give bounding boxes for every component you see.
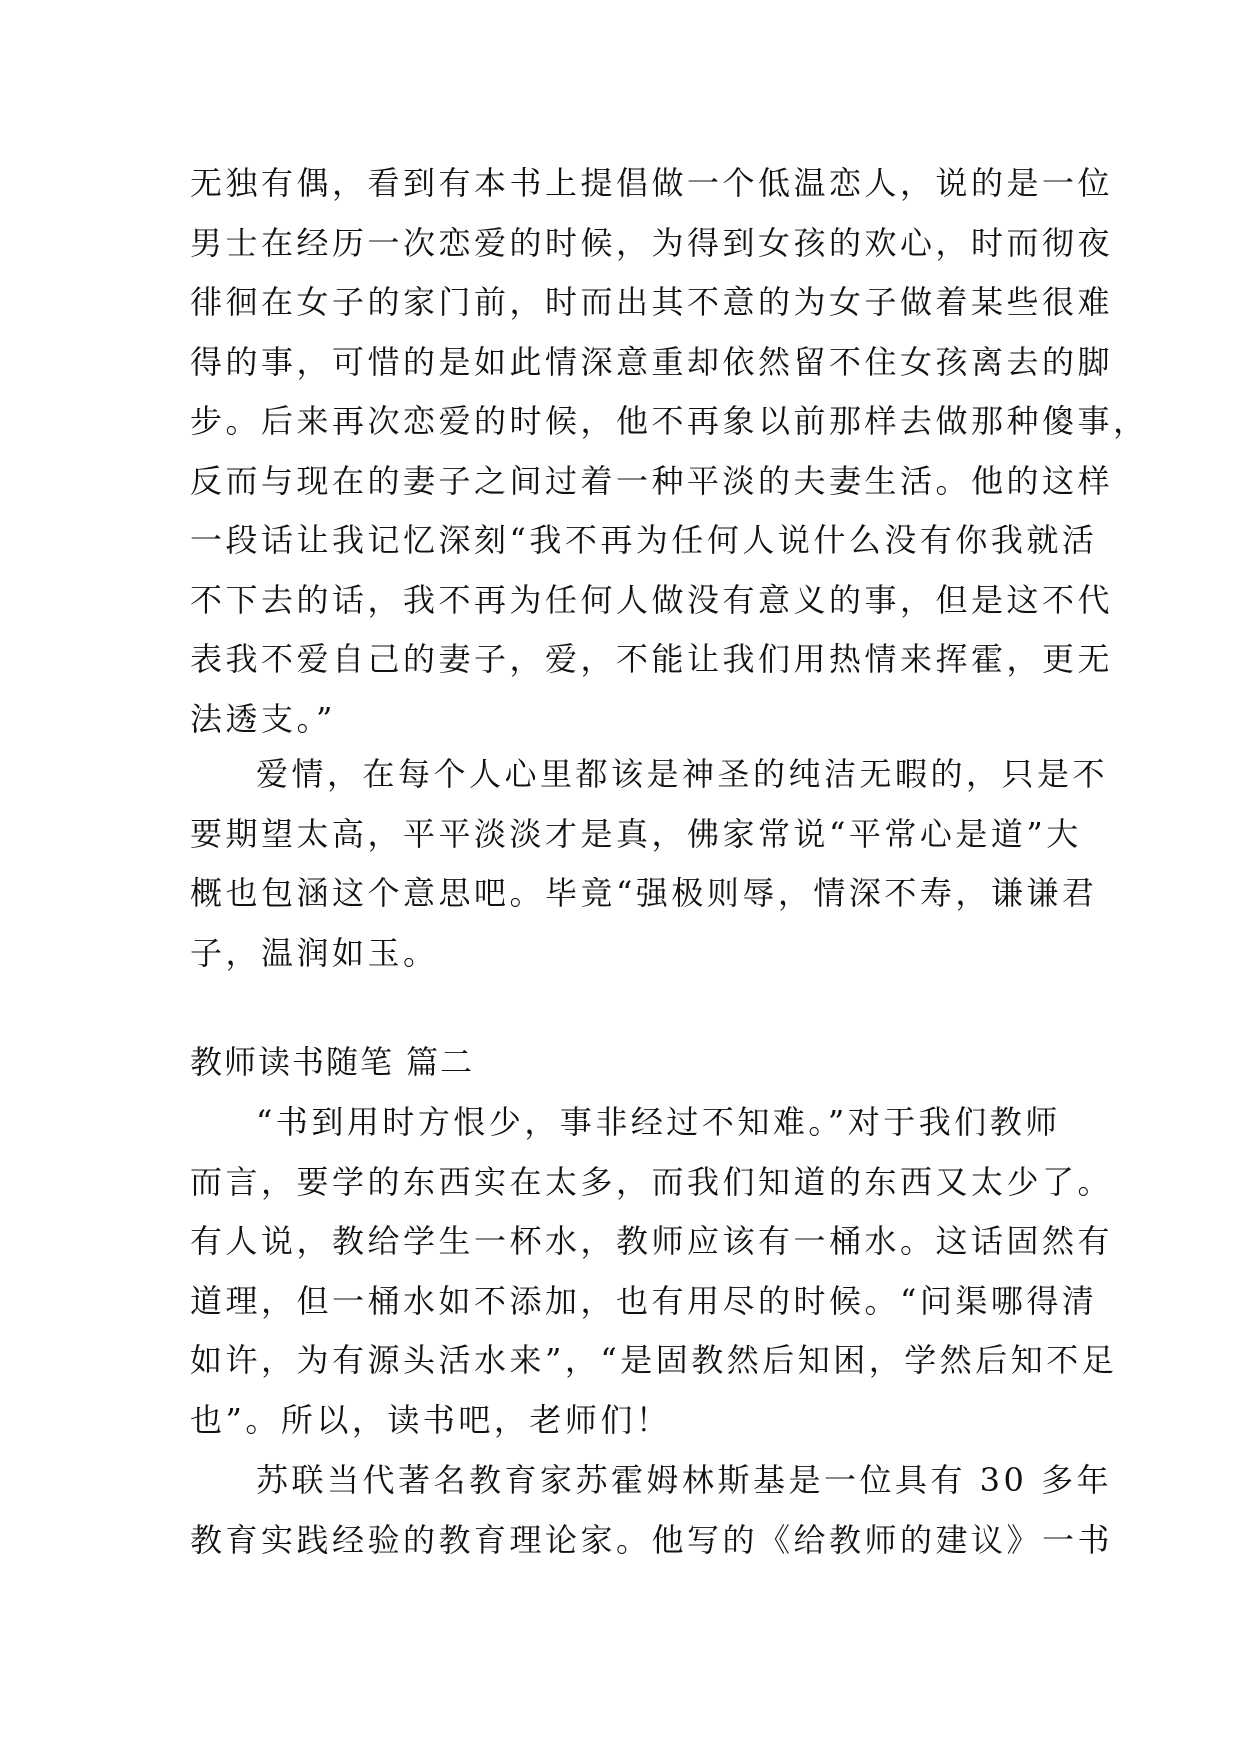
- text-line: 步。后来再次恋爱的时候，他不再象以前那样去做那种傻事，: [190, 402, 1149, 440]
- text-line: 徘徊在女子的家门前，时而出其不意的为女子做着某些很难: [190, 283, 1114, 321]
- text-line: 子，温润如玉。: [190, 933, 439, 972]
- text-line: 表我不爱自己的妻子，爱，不能让我们用热情来挥霍，更无: [190, 640, 1114, 678]
- text-line: 得的事，可惜的是如此情深意重却依然留不住女孩离去的脚: [190, 342, 1114, 381]
- text-line: 也”。所以，读书吧，老师们！: [190, 1400, 672, 1439]
- text-line: 道理，但一桶水如不添加，也有用尽的时候。“问渠哪得清: [190, 1281, 1098, 1320]
- text-line: 无独有偶，看到有本书上提倡做一个低温恋人，说的是一位: [190, 164, 1114, 202]
- section-heading: 教师读书随笔 篇二: [190, 1043, 475, 1081]
- text-line: 一段话让我记忆深刻“我不再为任何人说什么没有你我就活: [190, 521, 1098, 559]
- text-line: 有人说，教给学生一杯水，教师应该有一桶水。这话固然有: [190, 1222, 1114, 1260]
- text-line: 苏联当代著名教育家苏霍姆林斯基是一位具有 30 多年: [256, 1461, 1113, 1499]
- paragraph-love-ordinary-heart: [190, 745, 1109, 983]
- text-line: 概也包涵这个意思吧。毕竟“强极则辱，情深不寿，谦谦君: [190, 874, 1098, 912]
- text-line: 而言，要学的东西实在太多，而我们知道的东西又太少了。: [190, 1162, 1114, 1201]
- text-line: 男士在经历一次恋爱的时候，为得到女孩的欢心，时而彻夜: [190, 223, 1114, 262]
- text-line: 法透支。”: [190, 699, 336, 738]
- text-line: 不下去的话，我不再为任何人做没有意义的事，但是这不代: [190, 580, 1114, 619]
- text-line: “书到用时方恨少，事非经过不知难。”对于我们教师: [256, 1103, 1061, 1141]
- paragraph-read-books-teachers: [190, 1093, 1118, 1450]
- text-line: 反而与现在的妻子之间过着一种平淡的夫妻生活。他的这样: [190, 461, 1114, 500]
- text-line: 教育实践经验的教育理论家。他写的《给教师的建议》一书: [190, 1520, 1114, 1559]
- text-line: 爱情，在每个人心里都该是神圣的纯洁无暇的，只是不: [256, 755, 1109, 793]
- paragraph-low-temperature-lover: [190, 154, 1149, 749]
- paragraph-sukhomlinsky: [190, 1451, 1114, 1570]
- text-line: 要期望太高，平平淡淡才是真，佛家常说“平常心是道”大: [190, 814, 1082, 853]
- text-line: 如许，为有源头活水来”，“是固教然后知困，学然后知不足: [190, 1341, 1118, 1379]
